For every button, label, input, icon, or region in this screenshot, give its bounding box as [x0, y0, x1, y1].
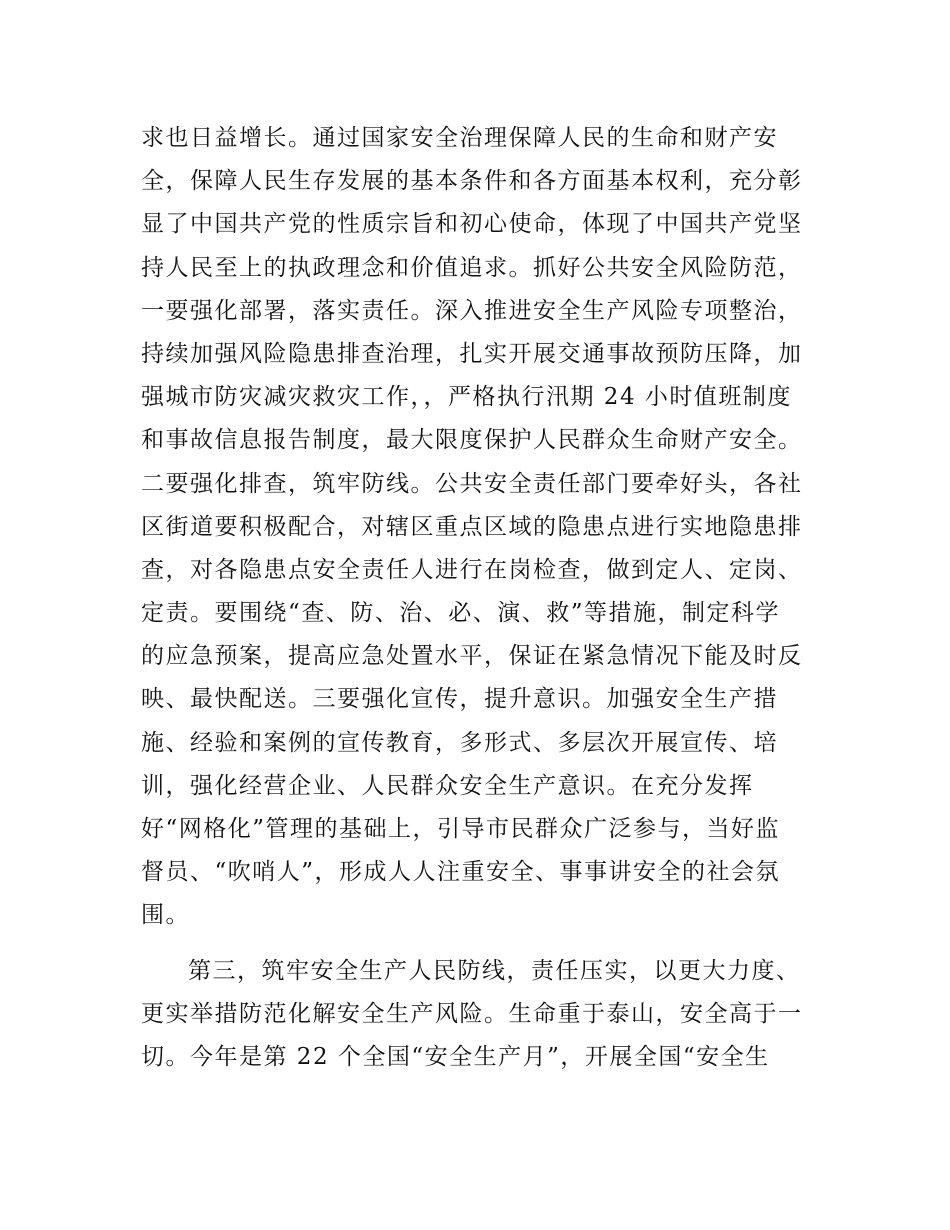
text-line: 围。 — [141, 902, 190, 929]
text-line: 强城市防灾减灾救灾工作，，严格执行汛期 24 小时值班制度 — [141, 384, 792, 411]
text-line: 更实举措防范化解安全生产风险。生命重于泰山，安全高于一 — [141, 1001, 803, 1028]
paragraph-1 — [141, 117, 821, 938]
text-line: 第三，筑牢安全生产人民防线，责任压实，以更大力度、 — [188, 958, 801, 984]
text-line: 定责。要围绕“查、防、治、必、演、救”等措施，制定科学 — [141, 600, 781, 627]
text-line: 施、经验和案例的宣传教育，多形式、多层次开展宣传、培 — [141, 729, 778, 756]
paragraph-2 — [141, 950, 821, 1080]
text-line: 切。今年是第 22 个全国“安全生产月”，开展全国“安全生 — [141, 1044, 770, 1071]
text-line: 显了中国共产党的性质宗旨和初心使命，体现了中国共产党坚 — [141, 211, 803, 238]
text-line: 持续加强风险隐患排查治理，扎实开展交通事故预防压降，加 — [141, 340, 803, 367]
text-line: 持人民至上的执政理念和价值追求。抓好公共安全风险防范， — [141, 254, 803, 281]
text-line: 一要强化部署，落实责任。深入推进安全生产风险专项整治， — [141, 297, 803, 324]
text-line: 全，保障人民生存发展的基本条件和各方面基本权利，充分彰 — [141, 168, 803, 195]
text-line: 映、最快配送。三要强化宣传，提升意识。加强安全生产措 — [141, 686, 778, 713]
text-line: 训，强化经营企业、人民群众安全生产意识。在充分发挥 — [141, 772, 754, 799]
text-line: 的应急预案，提高应急处置水平，保证在紧急情况下能及时反 — [141, 643, 803, 670]
text-line: 查，对各隐患点安全责任人进行在岗检查，做到定人、定岗、 — [141, 556, 803, 583]
text-line: 督员、“吹哨人”，形成人人注重安全、事事讲安全的社会氛 — [141, 859, 781, 886]
text-line: 和事故信息报告制度，最大限度保护人民群众生命财产安全。 — [141, 427, 803, 454]
text-line: 求也日益增长。通过国家安全治理保障人民的生命和财产安 — [141, 125, 778, 151]
text-line: 二要强化排查，筑牢防线。公共安全责任部门要牵好头，各社 — [141, 470, 803, 497]
text-line: 区街道要积极配合，对辖区重点区域的隐患点进行实地隐患排 — [141, 513, 803, 540]
text-line: 好“网格化”管理的基础上，引导市民群众广泛参与，当好监 — [141, 816, 781, 842]
